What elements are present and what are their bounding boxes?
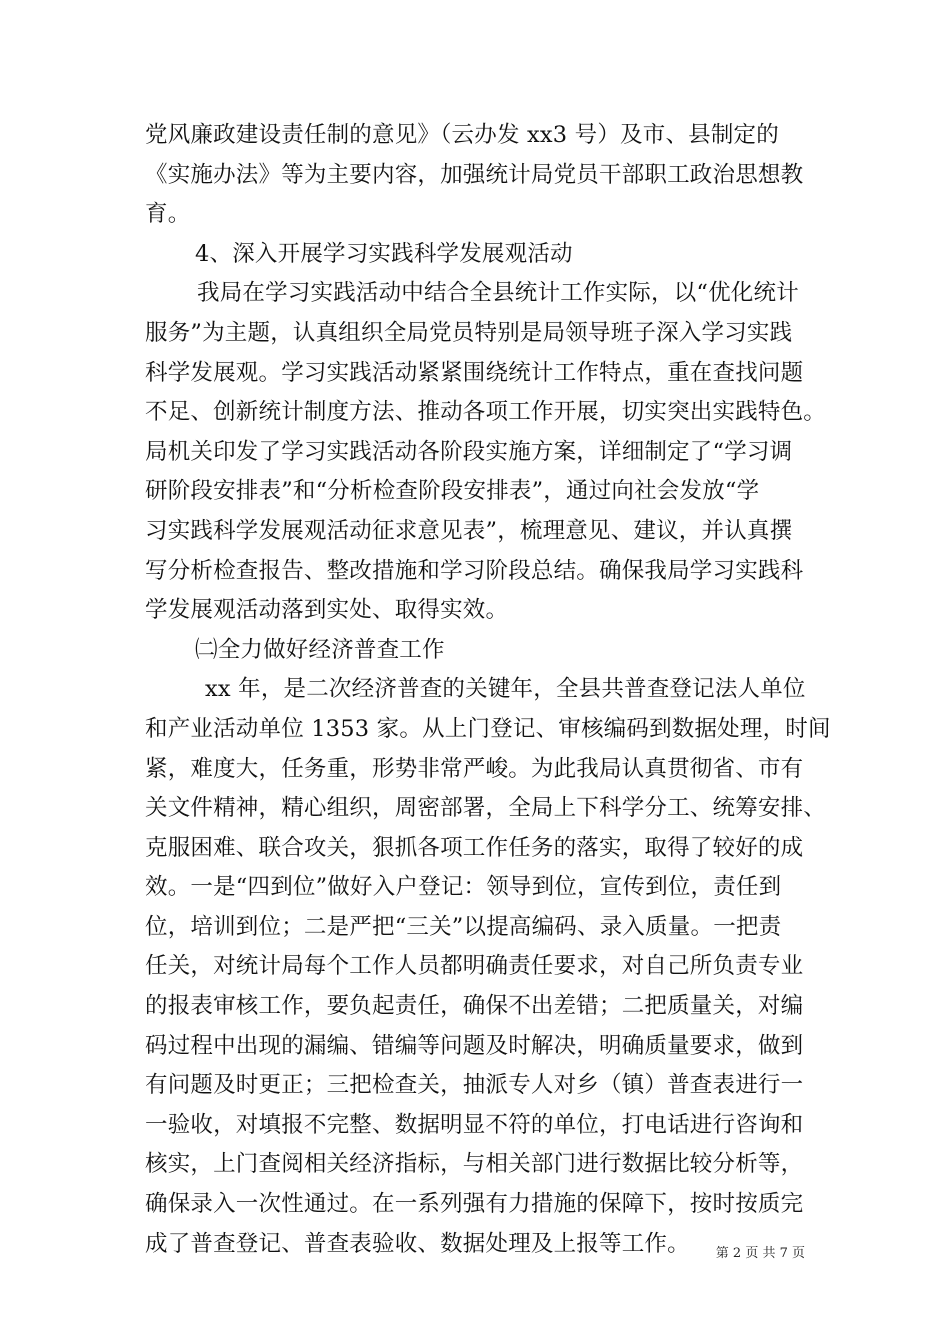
text-line: 写分析检查报告、整改措施和学习阶段总结。确保我局学习实践科 [145, 557, 804, 584]
text-line: 服务”为主题，认真组织全局党员特别是局领导班子深入学习实践 [145, 319, 793, 346]
text-line: 我局在学习实践活动中结合全县统计工作实际，以“优化统计 [197, 280, 799, 307]
text-line: ㈡全力做好经济普查工作 [195, 636, 445, 663]
text-line: 核实，上门查阅相关经济指标，与相关部门进行数据比较分析等， [145, 1151, 804, 1178]
document-body [145, 116, 831, 1264]
text-line: 克服困难、联合攻关，狠抓各项工作任务的落实，取得了较好的成 [145, 834, 804, 861]
text-line: 码过程中出现的漏编、错编等问题及时解决，明确质量要求，做到 [145, 1032, 804, 1059]
text-line: 效。一是“四到位”做好入户登记：领导到位，宣传到位，责任到 [145, 874, 782, 901]
text-line: 4、深入开展学习实践科学发展观活动 [195, 240, 573, 267]
text-line: 学发展观活动落到实处、取得实效。 [145, 597, 509, 624]
text-line: 的报表审核工作，要负起责任，确保不出差错；二把质量关，对编 [145, 993, 804, 1020]
text-line: 有问题及时更正；三把检查关，抽派专人对乡（镇）普查表进行一 [145, 1072, 804, 1099]
text-line: 科学发展观。学习实践活动紧紧围绕统计工作特点，重在查找问题 [145, 359, 804, 386]
text-line: 紧，难度大，任务重，形势非常严峻。为此我局认真贯彻省、市有 [145, 755, 804, 782]
text-line: 局机关印发了学习实践活动各阶段实施方案，详细制定了“学习调 [145, 438, 793, 465]
text-line: 位，培训到位；二是严把“三关”以提高编码、录入质量。一把责 [145, 913, 782, 940]
page-number: 第 2 页 共 7 页 [715, 1246, 805, 1261]
text-line: 和产业活动单位 1353 家。从上门登记、审核编码到数据处理，时间 [145, 715, 831, 742]
text-line: xx 年，是二次经济普查的关键年，全县共普查登记法人单位 [205, 676, 806, 703]
text-line: 习实践科学发展观活动征求意见表”，梳理意见、建议，并认真撰 [145, 517, 793, 544]
text-line: 关文件精神，精心组织，周密部署，全局上下科学分工、统筹安排、 [145, 795, 827, 822]
text-line: 确保录入一次性通过。在一系列强有力措施的保障下，按时按质完 [145, 1191, 804, 1218]
text-line: 研阶段安排表”和“分析检查阶段安排表”，通过向社会发放“学 [145, 478, 760, 505]
text-line: 一验收，对填报不完整、数据明显不符的单位，打电话进行咨询和 [145, 1111, 804, 1138]
text-line: 不足、创新统计制度方法、推动各项工作开展，切实突出实践特色。 [145, 399, 827, 426]
text-line: 任关，对统计局每个工作人员都明确责任要求，对自己所负责专业 [145, 953, 804, 980]
text-line: 《实施办法》等为主要内容，加强统计局党员干部职工政治思想教 [145, 161, 804, 188]
text-line: 党风廉政建设责任制的意见》（云办发 xx3 号）及市、县制定的 [145, 122, 779, 148]
text-line: 成了普查登记、普查表验收、数据处理及上报等工作。 [145, 1230, 690, 1257]
text-line: 育。 [145, 201, 191, 228]
